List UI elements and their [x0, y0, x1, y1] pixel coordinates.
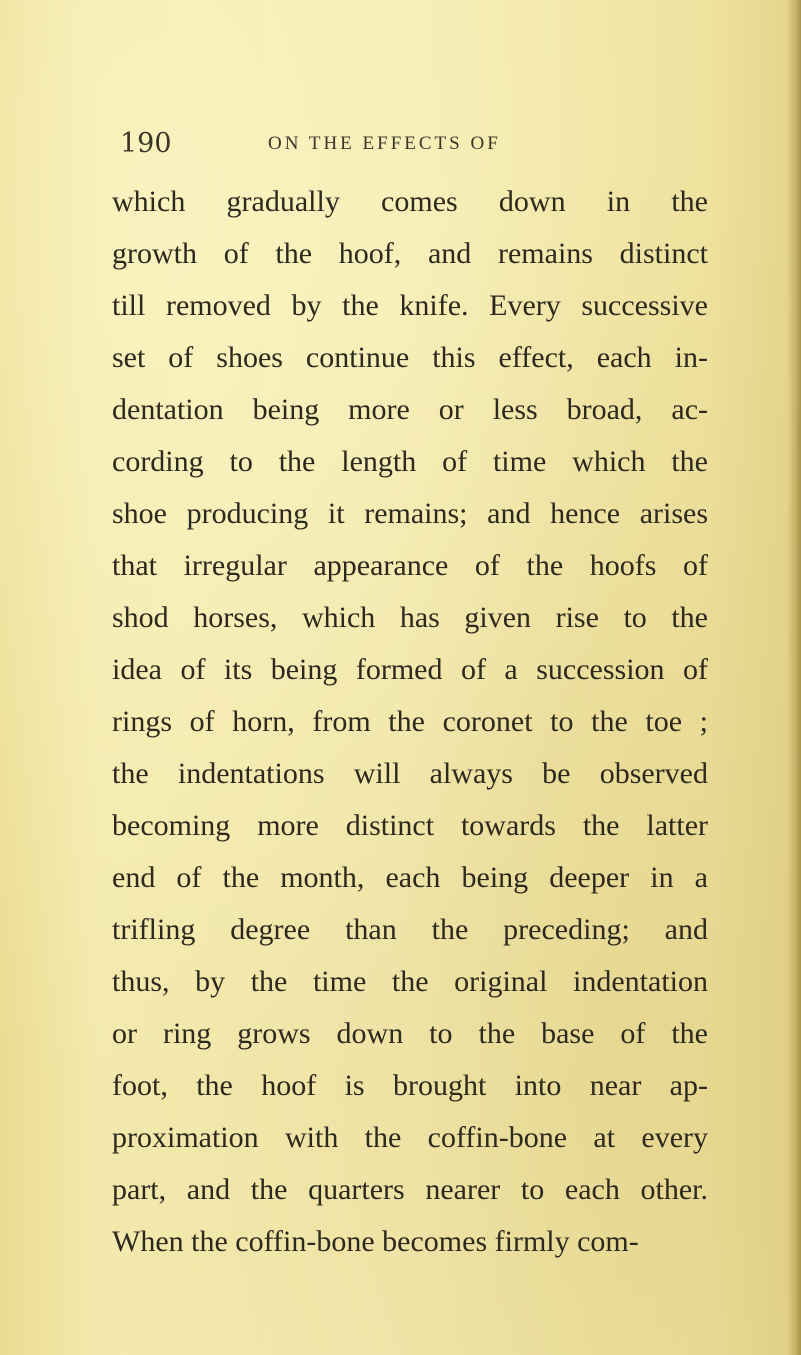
- text-line: When the coffin-bone becomes firmly com-: [112, 1225, 639, 1258]
- text-line: end of the month, each being deeper in a: [112, 861, 708, 894]
- page-edge-shadow: [787, 0, 801, 1355]
- text-line: part, and the quarters nearer to each other.: [112, 1173, 708, 1206]
- body-text: [112, 176, 708, 1268]
- text-line: which gradually comes down in the: [112, 185, 708, 218]
- text-line: foot, the hoof is brought into near ap-: [112, 1069, 708, 1102]
- text-line: that irregular appearance of the hoofs of: [112, 549, 708, 582]
- running-head: [120, 124, 720, 164]
- text-line: proximation with the coffin-bone at every: [112, 1121, 708, 1154]
- text-line: set of shoes continue this effect, each in-: [112, 341, 708, 374]
- text-line: becoming more distinct towards the latter: [112, 809, 708, 842]
- text-line: idea of its being formed of a succession of: [112, 653, 708, 686]
- text-line: the indentations will always be observed: [112, 757, 708, 790]
- text-line: thus, by the time the original indentation: [112, 965, 708, 998]
- text-line: shod horses, which has given rise to the: [112, 601, 708, 634]
- text-line: cording to the length of time which the: [112, 445, 708, 478]
- text-line: till removed by the knife. Every successive: [112, 289, 708, 322]
- text-line: rings of horn, from the coronet to the toe ;: [112, 705, 708, 738]
- text-line: or ring grows down to the base of the: [112, 1017, 708, 1050]
- page-number: 190: [120, 128, 172, 159]
- running-title: ON THE EFFECTS OF: [268, 133, 501, 154]
- text-line: dentation being more or less broad, ac-: [112, 393, 708, 426]
- text-line: growth of the hoof, and remains distinct: [112, 237, 708, 270]
- text-line: trifling degree than the preceding; and: [112, 913, 708, 946]
- text-line: shoe producing it remains; and hence arises: [112, 497, 708, 530]
